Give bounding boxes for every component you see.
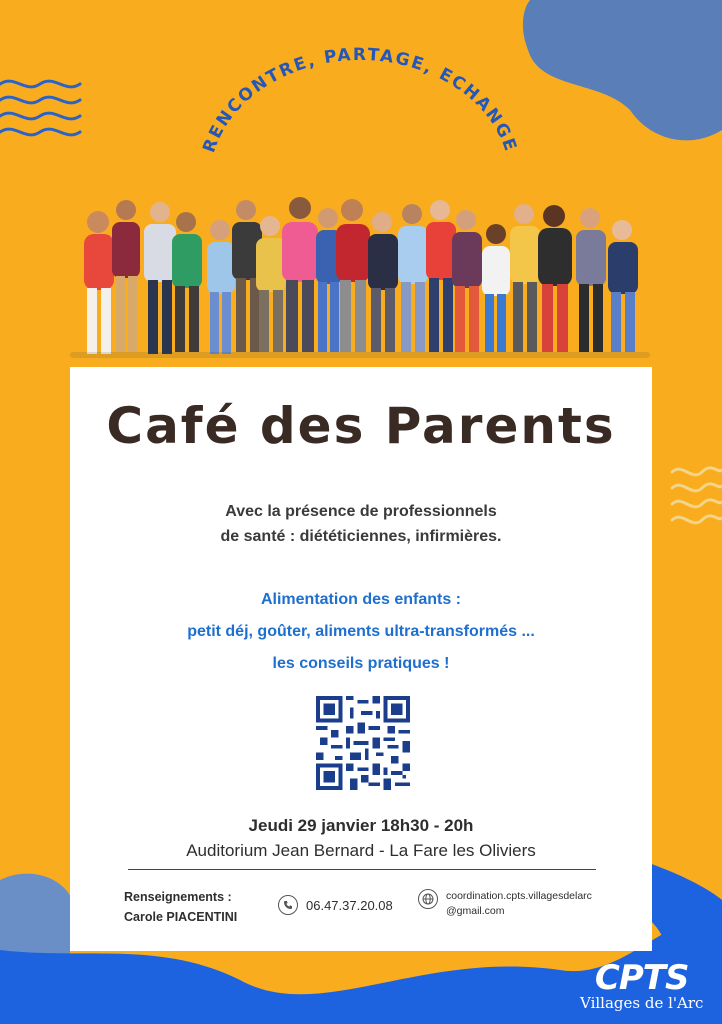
contact-name: Carole PIACENTINI [124, 910, 238, 924]
divider [128, 869, 596, 870]
intro-line-1: Avec la présence de professionnels [225, 503, 497, 520]
cpts-logo [580, 960, 703, 1012]
topic-line-1: Alimentation des enfants : [260, 591, 462, 608]
event-place: Auditorium Jean Bernard - La Fare les Oliviers [186, 841, 536, 860]
phone-number: 06.47.37.20.08 [306, 897, 393, 913]
tagline-text: RENCONTRE, PARTAGE, ECHANGE [199, 44, 521, 156]
email-line-2: @gmail.com [446, 905, 505, 917]
wave-lines-right [668, 460, 722, 530]
top-right-blob [520, 0, 722, 150]
event-date: Jeudi 29 janvier 18h30 - 20h [248, 816, 474, 835]
contact-label: Renseignements : [124, 890, 232, 904]
email-address [446, 889, 626, 919]
wave-lines-left [0, 70, 90, 150]
globe-icon [418, 889, 438, 909]
crowd-figures [70, 197, 650, 358]
logo-mark: CPTS [594, 958, 689, 998]
email-line-1: coordination.cpts.villagesdelarc [446, 890, 592, 902]
tagline-arc [180, 40, 540, 190]
main-card [70, 367, 652, 951]
contact-phone[interactable] [278, 895, 393, 915]
topic-line-2: petit déj, goûter, aliments ultra-transformés ... [187, 623, 535, 640]
people-illustration [60, 192, 660, 364]
logo-subtitle: Villages de l'Arc [580, 994, 704, 1012]
intro-text [70, 499, 652, 549]
intro-line-2: de santé : diététiciennes, infirmières. [220, 528, 502, 545]
topic-line-3: les conseils pratiques ! [272, 655, 450, 672]
contact-person [124, 887, 237, 927]
topic-text [70, 584, 652, 680]
contact-email[interactable] [418, 889, 626, 919]
qr-code[interactable] [316, 696, 410, 790]
page-title: Café des Parents [106, 397, 616, 455]
phone-icon [278, 895, 298, 915]
svg-text:RENCONTRE, PARTAGE, ECHANGE [199, 45, 520, 155]
